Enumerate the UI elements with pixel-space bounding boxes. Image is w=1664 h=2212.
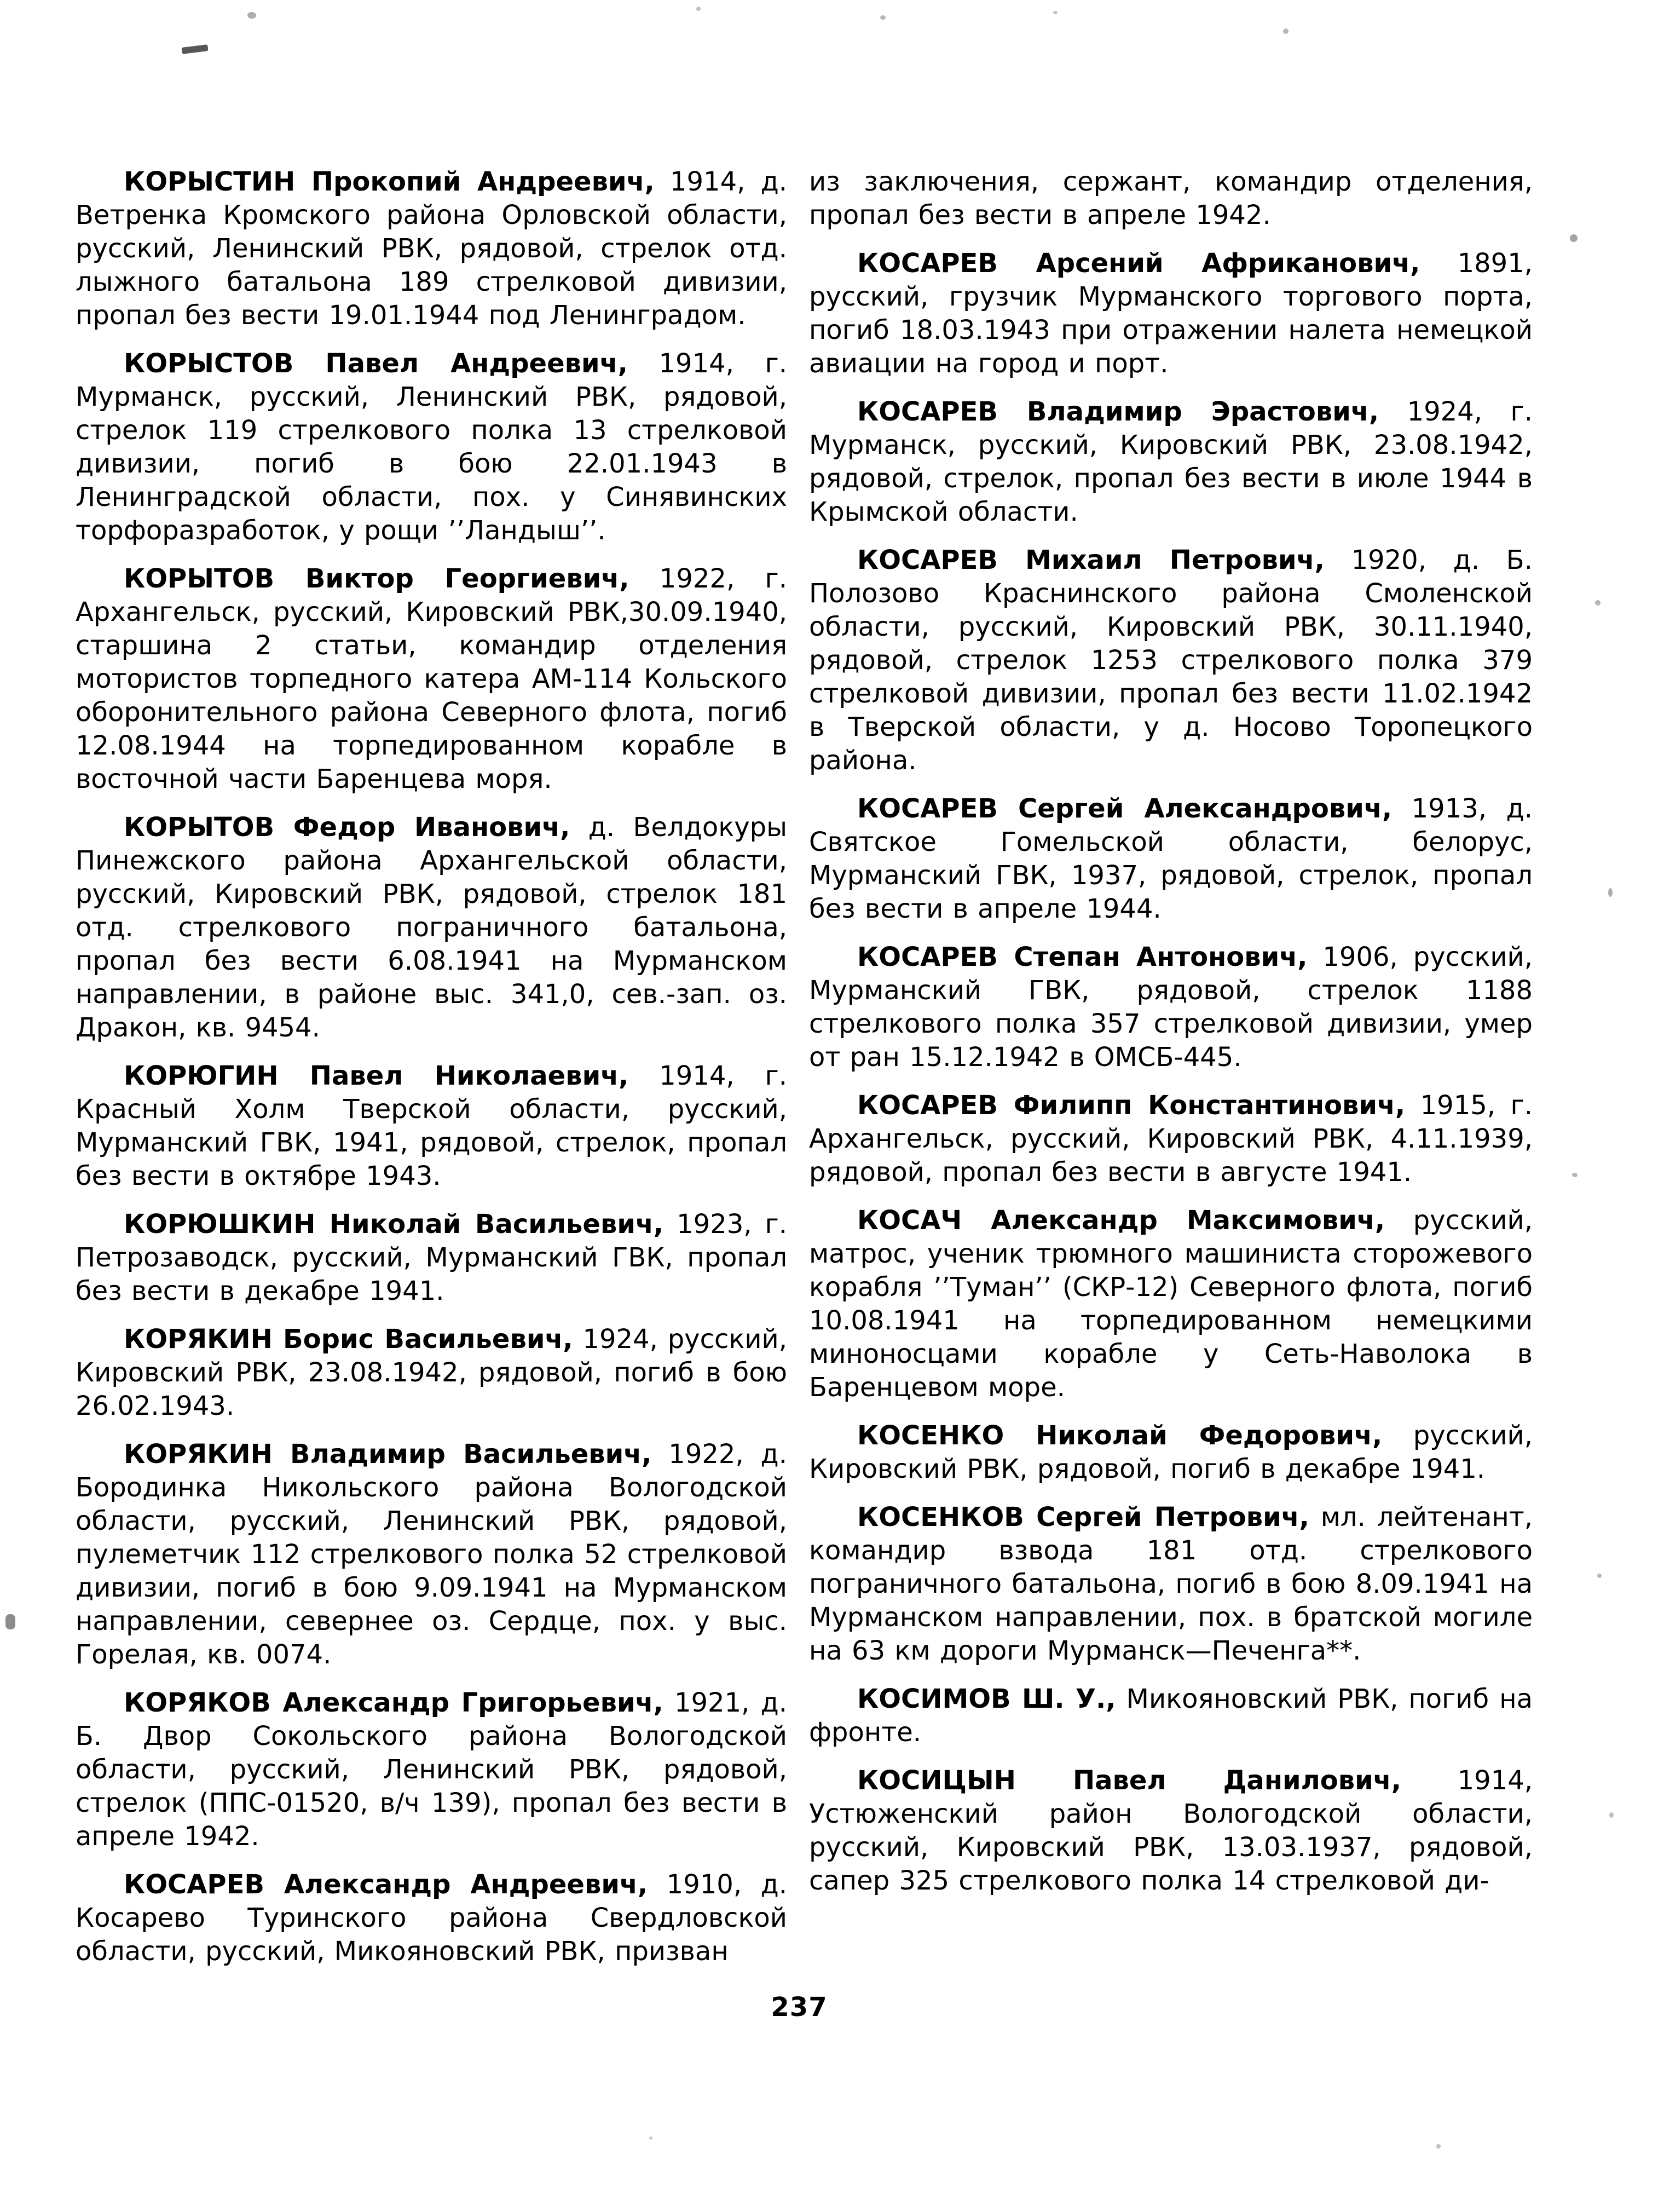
entry-name: КОСАРЕВ Филипп Константинович, [857, 1090, 1406, 1121]
entry [76, 347, 787, 548]
entry [809, 395, 1533, 529]
entry [76, 165, 787, 332]
entry [76, 1686, 787, 1853]
scan-speck [1053, 11, 1058, 14]
entry-details: д. Велдокуры Пинежского района Архангельской области, русский, Кировский РВК, рядовой, стрелок 181 отд. стрелкового пограничного батальона, пропал без вести 6.08.1941 на Мурманском направлении, в районе выс. 341,0, сев.-зап. оз. Дракон, кв. 9454. [76, 812, 787, 1043]
entry [809, 1501, 1533, 1668]
entry-name: КОСИЦЫН Павел Данилович, [857, 1765, 1401, 1796]
entry-name: КОРЯКИН Борис Васильевич, [124, 1324, 573, 1355]
entry-details: 1914, г. Мурманск, русский, Ленинский РВК, рядовой, стрелок 119 стрелкового полка 13 стрелковой дивизии, погиб в бою 22.01.1943 в Ленинградской области, пох. у Синявинских торфоразработок, у рощи ’’Ландыш’’. [76, 348, 787, 546]
entry [809, 941, 1533, 1074]
entry-details: 1914, г. Красный Холм Тверской области, русский, Мурманский ГВК, 1941, рядовой, стрелок, пропал без вести в октябре 1943. [76, 1061, 787, 1191]
entry [76, 1208, 787, 1308]
entry-details: 1923, г. Петрозаводск, русский, Мурманский ГВК, пропал без вести в декабре 1941. [76, 1209, 787, 1306]
entry-name: КОСАРЕВ Степан Антонович, [857, 942, 1308, 972]
entry-details: 1914, Устюженский район Вологодской области, русский, Кировский РВК, 13.03.1937, рядовой, сапер 325 стрелкового полка 14 стрелковой ди- [809, 1765, 1533, 1896]
entry [76, 1868, 787, 1968]
entry-name: КОРЯКОВ Александр Григорьевич, [124, 1687, 663, 1718]
entry [809, 544, 1533, 777]
scan-speck [649, 2136, 652, 2140]
entry-name: КОСЕНКОВ Сергей Петрович, [857, 1502, 1309, 1533]
entry-details: Микояновский РВК, погиб на фронте. [809, 1684, 1533, 1748]
entry [76, 1323, 787, 1423]
entry [76, 811, 787, 1045]
entry-details: 1891, русский, грузчик Мурманского торгового порта, погиб 18.03.1943 при отражении налета немецкой авиации на город и порт. [809, 248, 1533, 379]
scan-speck [1436, 2144, 1441, 2148]
entry [809, 1204, 1533, 1404]
entry [76, 562, 787, 796]
entry-name: КОСАРЕВ Владимир Эрастович, [857, 396, 1379, 427]
scan-speck [696, 7, 701, 11]
scan-speck [247, 12, 256, 19]
page-number: 237 [771, 1992, 828, 2023]
entry-name: КОСАРЕВ Михаил Петрович, [857, 545, 1325, 575]
entry-name: КОРЫСТИН Прокопий Андреевич, [124, 166, 655, 197]
scan-speck [1283, 28, 1289, 34]
scan-smudge [181, 44, 208, 54]
entry-details: 1921, д. Б. Двор Сокольского района Вологодской области, русский, Ленинский РВК, рядовой, стрелок (ППС-01520, в/ч 139), пропал без вести в апреле 1942. [76, 1687, 788, 1852]
scan-speck [1572, 1173, 1578, 1177]
entry [809, 247, 1533, 381]
scan-speck [880, 15, 886, 20]
entry-details: русский, матрос, ученик трюмного машиниста сторожевого корабля ’’Туман’’ (СКР-12) Северного флота, погиб 10.08.1941 на торпедированном немецкими миноносцами корабле у Сеть-Наволока в Баренцевом море. [809, 1205, 1533, 1403]
entry-details: 1924, г. Мурманск, русский, Кировский РВК, 23.08.1942, рядовой, стрелок, пропал без вести в июле 1944 в Крымской области. [809, 396, 1533, 527]
entry-details: 1924, русский, Кировский РВК, 23.08.1942, рядовой, погиб в бою 26.02.1943. [76, 1324, 787, 1421]
entry-details: 1913, д. Святское Гомельской области, белорус, Мурманский ГВК, 1937, рядовой, стрелок, пропал без вести в апреле 1944. [809, 793, 1533, 924]
entry-name: КОСЕНКО Николай Федорович, [857, 1420, 1383, 1451]
scan-speck [1597, 1574, 1602, 1578]
scan-speck [1570, 234, 1578, 242]
entry-name: КОРЫТОВ Виктор Георгиевич, [124, 563, 629, 594]
entry [809, 1419, 1533, 1486]
entry-name: КОСАРЕВ Александр Андреевич, [124, 1869, 648, 1900]
entry [809, 792, 1533, 926]
entry [76, 1059, 787, 1193]
left-column [76, 165, 787, 1983]
entry-name: КОРЫСТОВ Павел Андреевич, [124, 348, 628, 379]
entry-name: КОСАРЕВ Сергей Александрович, [857, 793, 1393, 824]
entry-name: КОСАРЕВ Арсений Африканович, [857, 248, 1420, 279]
entry-name: КОРЮГИН Павел Николаевич, [124, 1061, 629, 1091]
entry [809, 165, 1533, 232]
entry-details: русский, Кировский РВК, рядовой, погиб в декабре 1941. [809, 1420, 1533, 1484]
scan-smudge [5, 1614, 15, 1629]
entry-details: из заключения, сержант, командир отделения, пропал без вести в апреле 1942. [809, 166, 1533, 231]
entry [809, 1089, 1533, 1189]
scan-speck [1608, 888, 1613, 897]
entry [76, 1438, 787, 1672]
scan-speck [1609, 1812, 1614, 1818]
entry-details: 1915, г. Архангельск, русский, Кировский РВК, 4.11.1939, рядовой, пропал без вести в августе 1941. [809, 1090, 1533, 1188]
entry [809, 1764, 1533, 1898]
entry-name: КОРЫТОВ Федор Иванович, [124, 812, 570, 843]
entry-name: КОСАЧ Александр Максимович, [857, 1205, 1385, 1236]
entry-details: 1914, д. Ветренка Кромского района Орловской области, русский, Ленинский РВК, рядовой, стрелок отд. лыжного батальона 189 стрелковой дивизии, пропал без вести 19.01.1944 под Ленинградом. [76, 166, 788, 331]
entry-details: 1920, д. Б. Полозово Краснинского района Смоленской области, русский, Кировский РВК, 30.11.1940, рядовой, стрелок 1253 стрелкового полка 379 стрелковой дивизии, пропал без вести 11.02.1942 в Тверской области, у д. Носово Торопецкого района. [809, 545, 1533, 776]
entry-details: 1906, русский, Мурманский ГВК, рядовой, стрелок 1188 стрелкового полка 357 стрелковой дивизии, умер от ран 15.12.1942 в ОМСБ-445. [809, 942, 1533, 1073]
entry-details: 1922, д. Бородинка Никольского района Вологодской области, русский, Ленинский РВК, рядовой, пулеметчик 112 стрелкового полка 52 стрелковой дивизии, погиб в бою 9.09.1941 на Мурманском направлении, севернее оз. Сердце, пох. у выс. Горелая, кв. 0074. [76, 1439, 787, 1670]
entry-name: КОРЮШКИН Николай Васильевич, [124, 1209, 664, 1240]
right-column [809, 165, 1533, 1913]
entry [809, 1683, 1533, 1749]
entry-name: КОРЯКИН Владимир Васильевич, [124, 1439, 652, 1470]
entry-name: КОСИМОВ Ш. У., [857, 1684, 1116, 1714]
scan-speck [1595, 600, 1601, 606]
entry-details: 1922, г. Архангельск, русский, Кировский РВК,30.09.1940, старшина 2 статьи, командир отделения мотористов торпедного катера АМ-114 Кольского оборонительного района Северного флота, погиб 12.08.1944 на торпедированном корабле в восточной части Баренцева моря. [76, 563, 787, 794]
entry-details: мл. лейтенант, командир взвода 181 отд. стрелкового пограничного батальона, погиб в бою 8.09.1941 на Мурманском направлении, пох. в братской могиле на 63 км дороги Мурманск—Печенга**. [809, 1502, 1533, 1666]
entry-details: 1910, д. Косарево Туринского района Свердловской области, русский, Микояновский РВК, призван [76, 1869, 788, 1967]
